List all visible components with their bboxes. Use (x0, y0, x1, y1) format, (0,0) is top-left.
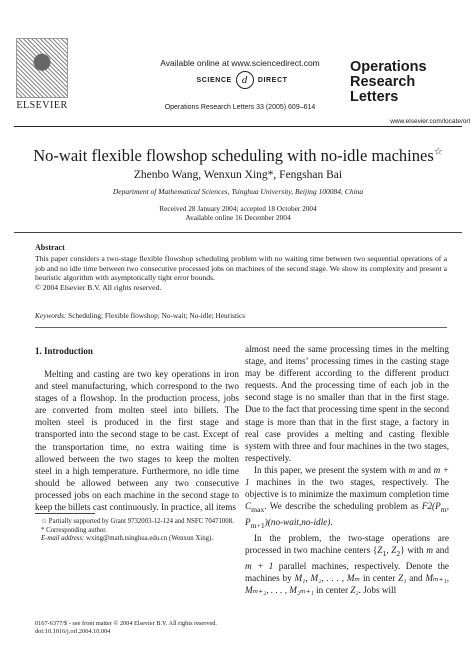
p4-math-comma: , Z (386, 545, 397, 556)
p3-math-f-end: )(no-wait,no-idle) (264, 517, 331, 528)
p3-text-a: In this paper, we present the system with (254, 464, 409, 475)
section-heading-introduction: 1. Introduction (35, 346, 93, 356)
p4-math-z: Z (377, 545, 383, 556)
journal-title-line-3: Letters (350, 89, 399, 105)
sciencedirect-d-icon: d (236, 71, 254, 89)
header-rule (14, 126, 462, 127)
paper-title (14, 146, 462, 166)
page-footer (35, 620, 295, 636)
p3-math-f-sub1: m (440, 505, 447, 515)
intro-paragraph-4 (245, 532, 449, 596)
p4-math-z1: 1 (382, 548, 387, 558)
elsevier-tree-icon (16, 38, 68, 98)
p3-text-c: machines in the two stages, respectively. The objective is to minimize the maximum completion time (245, 477, 449, 500)
p3-math-f-mid: , P (245, 501, 449, 528)
footnote-corresponding: * Corresponding author. (41, 526, 107, 534)
p4-math-center1: Z₁ (398, 573, 407, 584)
abstract-text: This paper considers a two-stage flexible flowshop scheduling problem with no waiting time between two sequential operations of a job and no idle time between two consecutive processed jobs on machines of the second stage. We show its complexity and present a heuristic algorithm with asymptotically tight error bounds. (35, 254, 447, 283)
dates (14, 204, 462, 222)
abstract-rule (35, 327, 447, 328)
p3-math-c: C (245, 501, 252, 512)
p3-text-d: . We describe the scheduling problem as (264, 501, 422, 512)
sd-left-text: SCIENCE (196, 76, 232, 84)
right-column (245, 343, 449, 596)
p4-math-z2: 2 (396, 548, 401, 558)
journal-title-line-1: Operations (350, 59, 427, 75)
sd-right-text: DIRECT (257, 76, 288, 84)
p4-text-a: In the problem, the two-stage operations are processed in two machine centers { (245, 533, 449, 556)
title-footnote-star: ☆ (433, 146, 443, 158)
p4-math-m1: m + 1 (245, 561, 274, 572)
p3-math-cmax-sub: max (251, 505, 265, 515)
p3-math-m1: m + 1 (245, 464, 450, 488)
intro-paragraph-2: almost need the same processing times in the melting stage, and items’ processing times in the casting stage may be different according to the different product requests. And the processing time of each job in the second stage is no smaller than that in the first stage. Due to the fact that processing time spent in the second stage is more than that in the first stage, a factory in real case provides a melting and casting flexible system with three and four machines in the two stages, respectively. (245, 344, 449, 463)
abstract-copyright: © 2004 Elsevier B.V. All rights reserved. (35, 282, 162, 292)
p4-math-m: m (426, 545, 434, 556)
abstract-heading: Abstract (35, 243, 65, 252)
p3-text-b: and (415, 464, 434, 475)
paper-title-text: No-wait flexible flowshop scheduling with no-idle machines (33, 146, 434, 165)
journal-citation: Operations Research Letters 33 (2005) 609–614 (164, 104, 316, 111)
p3-text-e: . (330, 517, 333, 528)
email-address-link[interactable]: wxing@math.tsinghua.edu.cn (Wenxun Xing). (84, 535, 213, 543)
title-rule (14, 232, 462, 233)
footer-copyright: 0167-6377/$ - see front matter © 2004 Elsevier B.V. All rights reserved. (35, 620, 217, 627)
p4-text-b: } with (400, 545, 427, 556)
p4-text-f: and (406, 573, 426, 584)
journal-title-line-2: Research (350, 74, 416, 90)
elsevier-logo (14, 38, 70, 110)
keywords-text: Scheduling; Flexible flowshop; No-wait; No-idle; Heuristics (66, 311, 246, 320)
p4-text-d: parallel machines, respectively. Denote the machines by (245, 561, 449, 584)
authors: Zhenbo Wang, Wenxun Xing*, Fengshan Bai (133, 169, 343, 181)
p4-text-c: and (433, 545, 449, 556)
p4-math-center2: Z₂ (350, 585, 359, 596)
available-online-text: Available online at www.sciencedirect.com (160, 58, 320, 68)
p4-text-e: in center (360, 573, 399, 584)
sciencedirect-logo (172, 70, 312, 90)
p3-math-f-sub2: m+1 (250, 520, 265, 530)
footnote-rule (35, 513, 95, 514)
p3-math-f: F2(P (421, 501, 441, 512)
left-column (35, 368, 239, 513)
abstract-body (35, 254, 447, 292)
p4-text-h: . Jobs will (358, 585, 397, 596)
available-date: Available online 16 December 2004 (185, 213, 291, 222)
publisher-name: ELSEVIER (16, 100, 68, 111)
p4-math-machines1: M₁, M₂, . . . , Mₘ (294, 573, 361, 584)
journal-title-logo (350, 60, 470, 105)
keywords-label: Keywords: (35, 311, 67, 320)
p3-math-m: m (408, 464, 416, 475)
footnote-email (35, 535, 239, 544)
received-date: Received 28 January 2004; accepted 18 October 2004 (159, 204, 317, 213)
footnotes (35, 518, 239, 544)
journal-url-link[interactable]: www.elsevier.com/locate/orl (390, 118, 470, 125)
intro-paragraph-1: Melting and casting are two key operations in iron and steel manufacturing, which correspond to the two stages of a flowshop. In the production process, jobs are converted from molten steel into billets. The molten steel is produced in the first stage and transported into the second stage to be cast. Except of the transportation time, no extra waiting time is allowed between the two stages to keep the molten steel in a high temperature. Furthermore, no idle time should be allowed between any two consecutive processed jobs on each machine in the second stage to keep the billets cast continuously. In practice, all items (35, 369, 239, 513)
affiliation: Department of Mathematical Sciences, Tsinghua University, Beijing 100084, China (112, 187, 364, 196)
email-label: E-mail address: (41, 535, 85, 543)
footnote-funding: ☆ Partially supported by Grant 9732003-12-124 and NSFC 70471008. (41, 518, 234, 525)
footer-doi: doi:10.1016/j.orl.2004.10.004 (35, 628, 111, 635)
keywords (35, 311, 447, 320)
p4-math-machines2: Mₘ₊₁, Mₘ₊₂, . . . , M₂ₘ₊₁ (245, 573, 450, 596)
intro-paragraph-3 (245, 464, 449, 532)
p4-text-g: in center (313, 585, 351, 596)
